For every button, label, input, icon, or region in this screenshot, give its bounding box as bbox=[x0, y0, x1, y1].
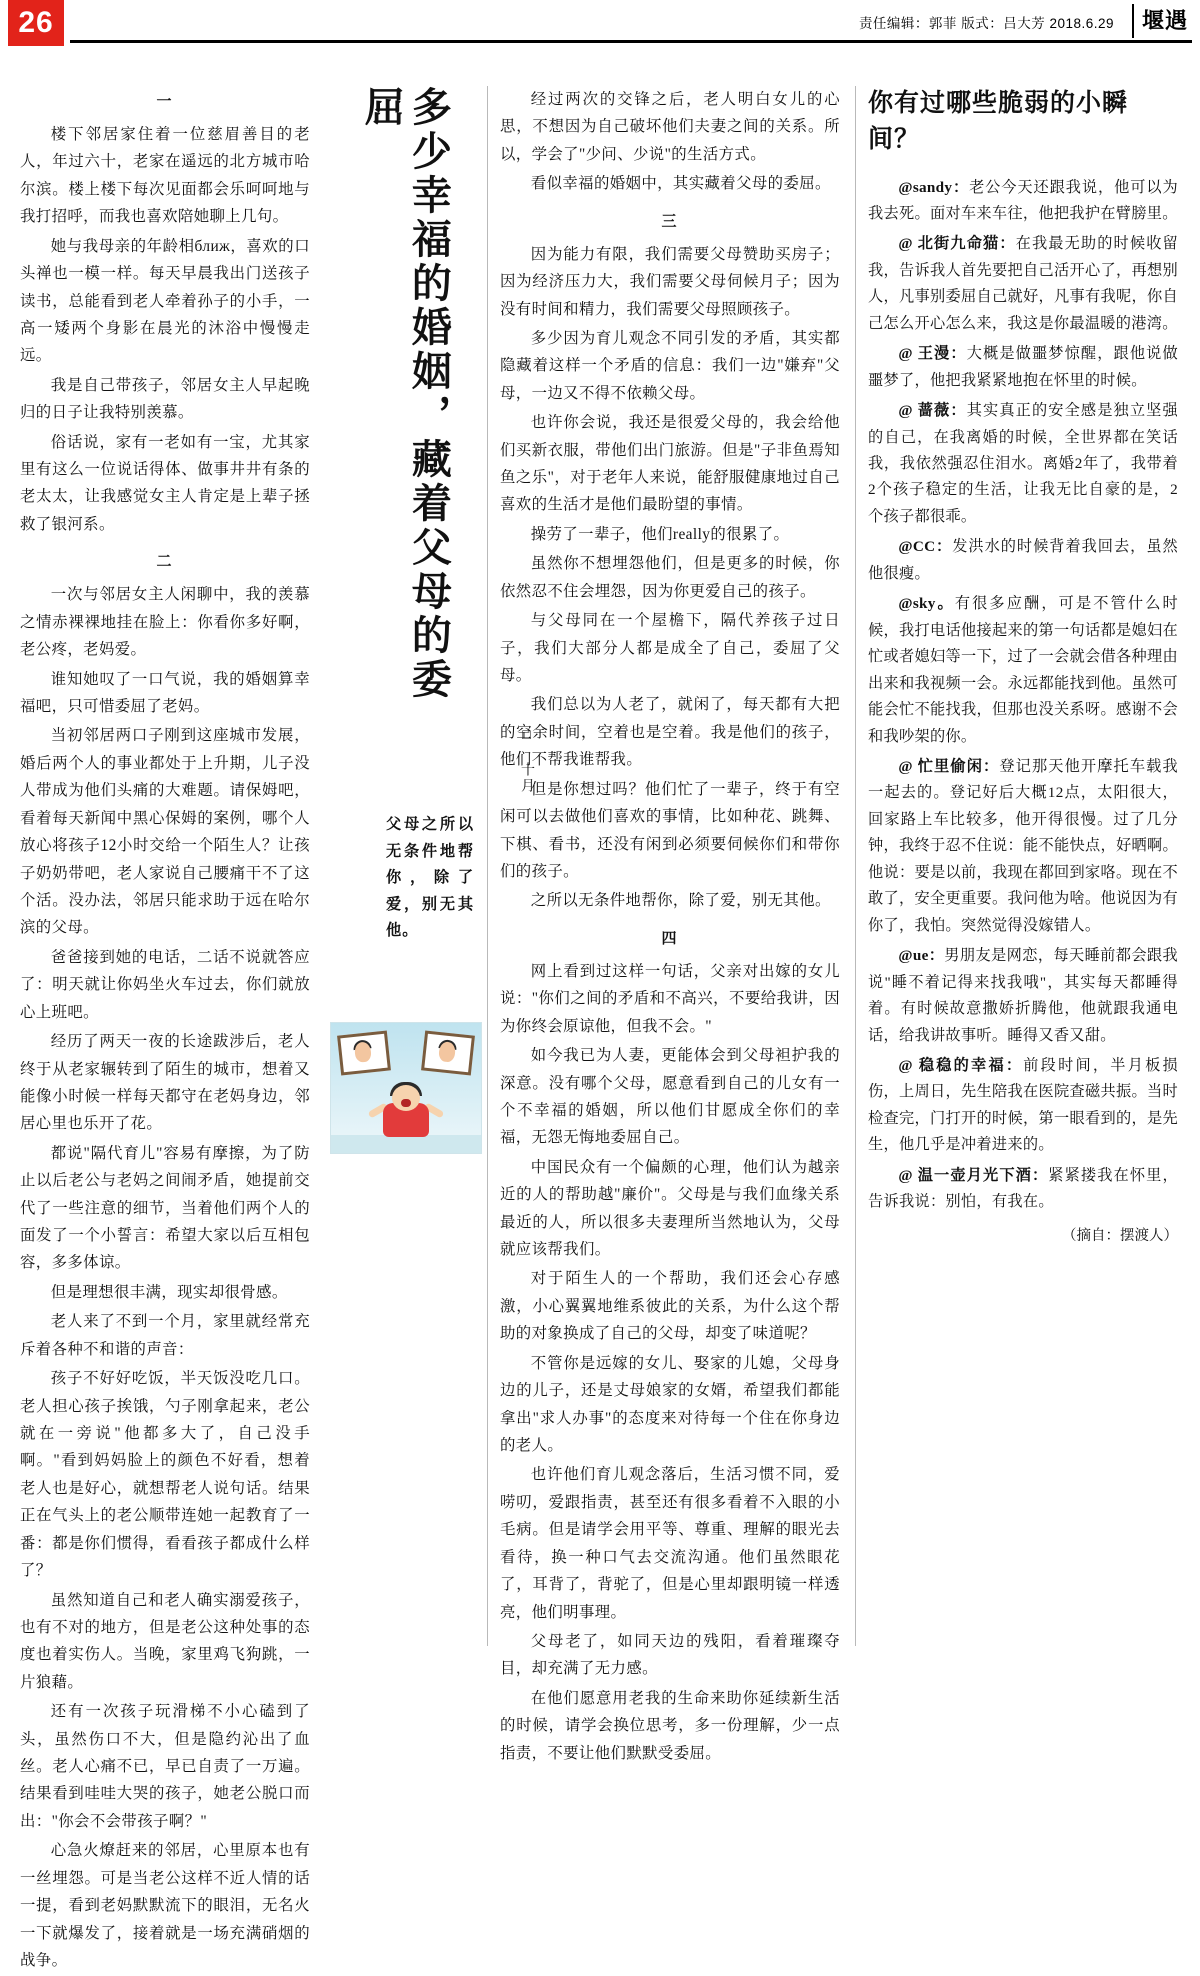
section-mark-one: 一 bbox=[156, 94, 174, 110]
paragraph: 她与我母亲的年龄相ближ，喜欢的口头禅也一模一样。每天早晨我出门送孩子读书，总能看到老人牵着孙子的小手，一高一矮两个身影在晨光的沐浴中慢慢走远。 bbox=[20, 237, 310, 365]
header-divider bbox=[70, 40, 1192, 43]
child-figure-icon bbox=[383, 1085, 429, 1135]
sidebar-entry-author: @ 稳稳的幸福： bbox=[898, 1057, 1024, 1074]
picture-frame-icon bbox=[421, 1030, 475, 1075]
sidebar-entry-author: @sky。 bbox=[898, 595, 955, 613]
paragraph: 但是你想过吗？他们忙了一辈子，终于有空闲可以去做他们喜欢的事情，比如种花、跳舞、下棋、看书，还没有闲到必须要伺候你们和带你们的孩子。 bbox=[500, 780, 840, 880]
page-number: 26 bbox=[8, 0, 64, 46]
sidebar-entry bbox=[868, 754, 1178, 939]
illustration bbox=[330, 1022, 482, 1154]
paragraph: 中国民众有一个偏颇的心理，他们认为越亲近的人的帮助越"廉价"。父母是与我们血缘关系最近的人，所以很多夫妻理所当然地认为，父母就应该帮我们。 bbox=[500, 1158, 840, 1259]
sidebar-entry-text: 老公今天还跟我说，他可以为我去死。面对车来车往，他把我护在臂膀里。 bbox=[868, 178, 1178, 222]
column-divider-2 bbox=[855, 86, 856, 1646]
sidebar-entry bbox=[868, 341, 1178, 394]
page-title: 多少幸福的婚姻，藏着父母的委屈 bbox=[359, 86, 452, 702]
paragraph: 老人来了不到一个月，家里就经常充斥着各种不和谐的声音： bbox=[20, 1313, 310, 1358]
header-meta: 责任编辑：郭菲 版式：吕大芳 2018.6.29 bbox=[858, 16, 1114, 31]
article-column-middle bbox=[500, 86, 840, 1769]
paragraph: 虽然你不想埋怨他们，但是更多的时候，你依然忍不住会埋怨，因为你更爱自己的孩子。 bbox=[500, 555, 840, 600]
paragraph: 之所以无条件地帮你，除了爱，别无其他。 bbox=[530, 892, 831, 910]
article-column-left bbox=[20, 86, 310, 1976]
paragraph: 虽然知道自己和老人确实溺爱孩子，也有不对的地方，但是老公这种处事的态度也着实伤人。当晚，家里鸡飞狗跳，一片狼藉。 bbox=[20, 1591, 310, 1691]
sidebar-entry bbox=[868, 398, 1178, 530]
paragraph: 我是自己带孩子，邻居女主人早起晚归的日子让我特别羡慕。 bbox=[20, 376, 310, 422]
paragraph: 都说"隔代育儿"容易有摩擦，为了防止以后老公与老妈之间闹矛盾，她提前交代了一些注意的细节，当着他们两个人的面发了一个小誓言：希望大家以后互相包容，多多体谅。 bbox=[20, 1144, 310, 1272]
sidebar-entry bbox=[868, 1053, 1178, 1159]
sidebar-entry bbox=[868, 231, 1178, 337]
sidebar-entry-author: @ 温一壶月光下酒： bbox=[898, 1166, 1049, 1184]
picture-frame-icon bbox=[337, 1030, 391, 1075]
paragraph: 因为能力有限，我们需要父母赞助买房子；因为经济压力大，我们需要父母伺候月子；因为没有时间和精力，我们需要父母照顾孩子。 bbox=[500, 245, 840, 318]
paragraph: 但是理想很丰满，现实却很骨感。 bbox=[50, 1283, 288, 1301]
sidebar-entry bbox=[868, 1163, 1178, 1216]
paragraph: 也许你会说，我还是很爱父母的，我会给他们买新衣服，带他们出门旅游。但是"子非鱼焉知鱼之乐"，对于老年人来说，能舒服健康地过自己喜欢的生活才是他们最盼望的事情。 bbox=[500, 414, 840, 514]
sidebar-entry-author: @ue： bbox=[898, 947, 945, 965]
paragraph: 如今我已为人妻，更能体会到父母袒护我的深意。没有哪个父母，愿意看到自己的儿女有一个不幸福的婚姻，所以他们甘愿成全你们的幸福，无怨无悔地委屈自己。 bbox=[500, 1047, 840, 1147]
article-byline: □ 十月 bbox=[519, 728, 534, 794]
paragraph: 操劳了一辈子，他们really的很累了。 bbox=[530, 525, 790, 543]
sidebar-source: （摘自：摆渡人） bbox=[1062, 1227, 1178, 1244]
section-mark-three: 三 bbox=[661, 213, 679, 230]
paragraph: 与父母同在一个屋檐下，隔代养孩子过日子，我们大部分人都是成全了自己，委屈了父母。 bbox=[500, 612, 840, 685]
paragraph: 楼下邻居家住着一位慈眉善目的老人，年过六十，老家在遥远的北方城市哈尔滨。楼上楼下每次见面都会乐呵呵地与我打招呼，而我也喜欢陪她聊上几句。 bbox=[20, 126, 310, 226]
paragraph: 经过两次的交锋之后，老人明白女儿的心思，不想因为自己破坏他们夫妻之间的关系。所以，学会了"少问、少说"的生活方式。 bbox=[500, 91, 840, 163]
paragraph: 一次与邻居女主人闲聊中，我的羡慕之情赤裸裸地挂在脸上：你看你多好啊，老公疼，老妈爱。 bbox=[20, 586, 310, 659]
sidebar-entry-text: 大概是做噩梦惊醒，跟他说做噩梦了，他把我紧紧地抱在怀里的时候。 bbox=[868, 345, 1178, 389]
sidebar-entry-text: 登记那天他开摩托车载我一起去的。登记好后大概12点，太阳很大，回家路上车比较多，他开得很慢。过了几分钟，我终于忍不住说：能不能快点，好晒啊。他说：要是以前，我现在都回到家咯。现在不敢了，安全更重要。我问他为啥。他说因为有你了，我怕。突然觉得没嫁错人。 bbox=[868, 758, 1178, 934]
sidebar-entry-text: 在我最无助的时候收留我，告诉我人首先要把自己活开心了，再想别人，凡事别委屈自己就好，凡事有我呢，你自己怎么开心怎么来，我这是你最温暖的港湾。 bbox=[868, 235, 1179, 332]
sidebar-entry-text: 紧紧搂我在怀里，告诉我说：别怕，有我在。 bbox=[868, 1166, 1178, 1211]
paragraph: 孩子不好好吃饭，半天饭没吃几口。老人担心孩子挨饿，勺子刚拿起来，老公就在一旁说"他都多大了，自己没手啊。"看到妈妈脸上的颜色不好看，想着老人也是好心，就想帮老人说句话。结果正在气头上的老公顺带连她一起教育了一番：都是你们惯得，看看孩子都成什么样了？ bbox=[20, 1370, 310, 1580]
paragraph: 心急火燎赶来的邻居，心里原本也有一丝埋怨。可是当老公这样不近人情的话一提，看到老妈默默流下的眼泪，无名火一下就爆发了，接着就是一场充满硝烟的战争。 bbox=[20, 1842, 310, 1969]
sidebar-entry bbox=[868, 943, 1178, 1049]
sidebar-entry-author: @ 忙里偷闲： bbox=[898, 758, 1000, 776]
sidebar-entry-text: 发洪水的时候背着我回去，虽然他很瘦。 bbox=[868, 538, 1178, 582]
sidebar-entry bbox=[868, 175, 1178, 228]
sidebar-column bbox=[868, 86, 1178, 1245]
page-header bbox=[0, 0, 1200, 46]
section-mark-four: 四 bbox=[661, 930, 679, 947]
sidebar-entry-text: 男朋友是网恋，每天睡前都会跟我说"睡不着记得来找我哦"，其实每天都睡得着。有时候故意撒娇折腾他，他就跟我通电话，给我讲故事听。睡得又香又甜。 bbox=[868, 947, 1179, 1044]
section-mark-two: 二 bbox=[156, 554, 174, 571]
sidebar-entry-author: @ 王漫： bbox=[898, 345, 967, 363]
paragraph: 也许他们育儿观念落后，生活习惯不同，爱唠叨，爱跟指责，甚至还有很多看着不入眼的小毛病。但是请学会用平等、尊重、理解的眼光去看待，换一种口气去交流沟通。他们虽然眼花了，耳背了，背驼了，但是心里却跟明镜一样透亮，他们明事理。 bbox=[500, 1466, 840, 1621]
paragraph: 不管你是远嫁的女儿、娶家的儿媳，父母身边的儿子，还是丈母娘家的女婿，希望我们都能拿出"求人办事"的态度来对待每一个住在你身边的老人。 bbox=[500, 1354, 840, 1454]
sidebar-entry-author: @sandy： bbox=[898, 178, 970, 196]
sidebar-entry-author: @ 蔷薇： bbox=[898, 402, 967, 420]
column-divider-1 bbox=[487, 86, 488, 1646]
paragraph: 对于陌生人的一个帮助，我们还会心存感激，小心翼翼地维系彼此的关系，为什么这个帮助的对象换成了自己的父母，却变了味道呢？ bbox=[500, 1270, 840, 1343]
paragraph: 我们总以为人老了，就闲了，每天都有大把的空余时间，空着也是空着。我是他们的孩子，他们不帮我谁帮我。 bbox=[500, 696, 840, 769]
paragraph: 经历了两天一夜的长途跋涉后，老人终于从老家辗转到了陌生的城市，想着又能像小时候一样每天都守在老妈身边，邻居心里也乐开了花。 bbox=[20, 1033, 310, 1133]
article-title-block bbox=[330, 86, 480, 726]
paragraph: 父母老了，如同天边的残阳，看着璀璨夺目，却充满了无力感。 bbox=[500, 1632, 840, 1678]
paragraph: 当初邻居两口子刚到这座城市发展，婚后两个人的事业都处于上升期，儿子没人带成为他们头痛的大难题。请保姆吧，看着每天新闻中黑心保姆的案例，哪个人放心将孩子12小时交给一个陌生人？让孩子奶奶带吧，老人家说自己腰痛干不了这个活。没办法，邻居只能求助于远在哈尔滨的父母。 bbox=[20, 727, 310, 937]
paragraph: 谁知她叹了一口气说，我的婚姻算幸福吧，只可惜委屈了老妈。 bbox=[20, 670, 310, 716]
sidebar-entry bbox=[868, 591, 1178, 750]
paragraph: 爸爸接到她的电话，二话不说就答应了：明天就让你妈坐火车过去，你们就放心上班吧。 bbox=[20, 948, 310, 1021]
paragraph: 在他们愿意用老我的生命来助你延续新生活的时候，请学会换位思考，多一份理解，少一点指责，不要让他们默默受委屈。 bbox=[500, 1689, 840, 1762]
pull-quote: 父母之所以无条件地帮你，除了爱，别无其他。 bbox=[386, 816, 474, 940]
paragraph: 网上看到过这样一句话，父亲对出嫁的女儿说："你们之间的矛盾和不高兴，不要给我讲，因为你终会原谅他，但我不会。" bbox=[500, 962, 840, 1035]
paragraph: 还有一次孩子玩滑梯不小心磕到了头，虽然伤口不大，但是隐约沁出了血丝。老人心痛不已，早已自责了一万遍。结果看到哇哇大哭的孩子，她老公脱口而出："你会不会带孩子啊？" bbox=[20, 1703, 310, 1830]
sidebar-entry-author: @ 北街九命猫： bbox=[898, 235, 1016, 253]
sidebar-entry-author: @CC： bbox=[898, 538, 953, 556]
sidebar-entry-text: 有很多应酬，可是不管什么时候，我打电话他接起来的第一句话都是媳妇在忙或者媳妇等一下，过了一会就会借各种理由出来和我视频一会。永远都能找到他。虽然可能会忙不能找我，但那也没关系呀。感谢不会和我吵架的你。 bbox=[868, 595, 1179, 745]
sidebar-entry bbox=[868, 534, 1178, 587]
sidebar-title: 你有过哪些脆弱的小瞬间？ bbox=[868, 90, 1129, 154]
paragraph: 俗话说，家有一老如有一宝，尤其家里有这么一位说话得体、做事井井有条的老太太，让我感觉女主人肯定是上辈子拯救了银河系。 bbox=[20, 433, 310, 533]
paragraph: 多少因为育儿观念不同引发的矛盾，其实都隐藏着这样一个矛盾的信息：我们一边"嫌弃"父母，一边又不得不依赖父母。 bbox=[500, 329, 840, 402]
publication-logo: 堰遇 bbox=[1132, 4, 1188, 38]
sidebar-entry-text: 其实真正的安全感是独立坚强的自己，在我离婚的时候，全世界都在笑话我，我依然强忍住泪水。离婚2年了，我带着2个孩子稳定的生活，让我无比自豪的是，2个孩子都很乖。 bbox=[868, 402, 1178, 525]
paragraph: 看似幸福的婚姻中，其实藏着父母的委屈。 bbox=[530, 175, 831, 193]
sidebar-entry-text: 前段时间，半月板损伤，上周日，先生陪我在医院查磁共振。当时检查完，门打开的时候，第一眼看到的，是先生，他几乎是冲着进来的。 bbox=[868, 1057, 1178, 1154]
